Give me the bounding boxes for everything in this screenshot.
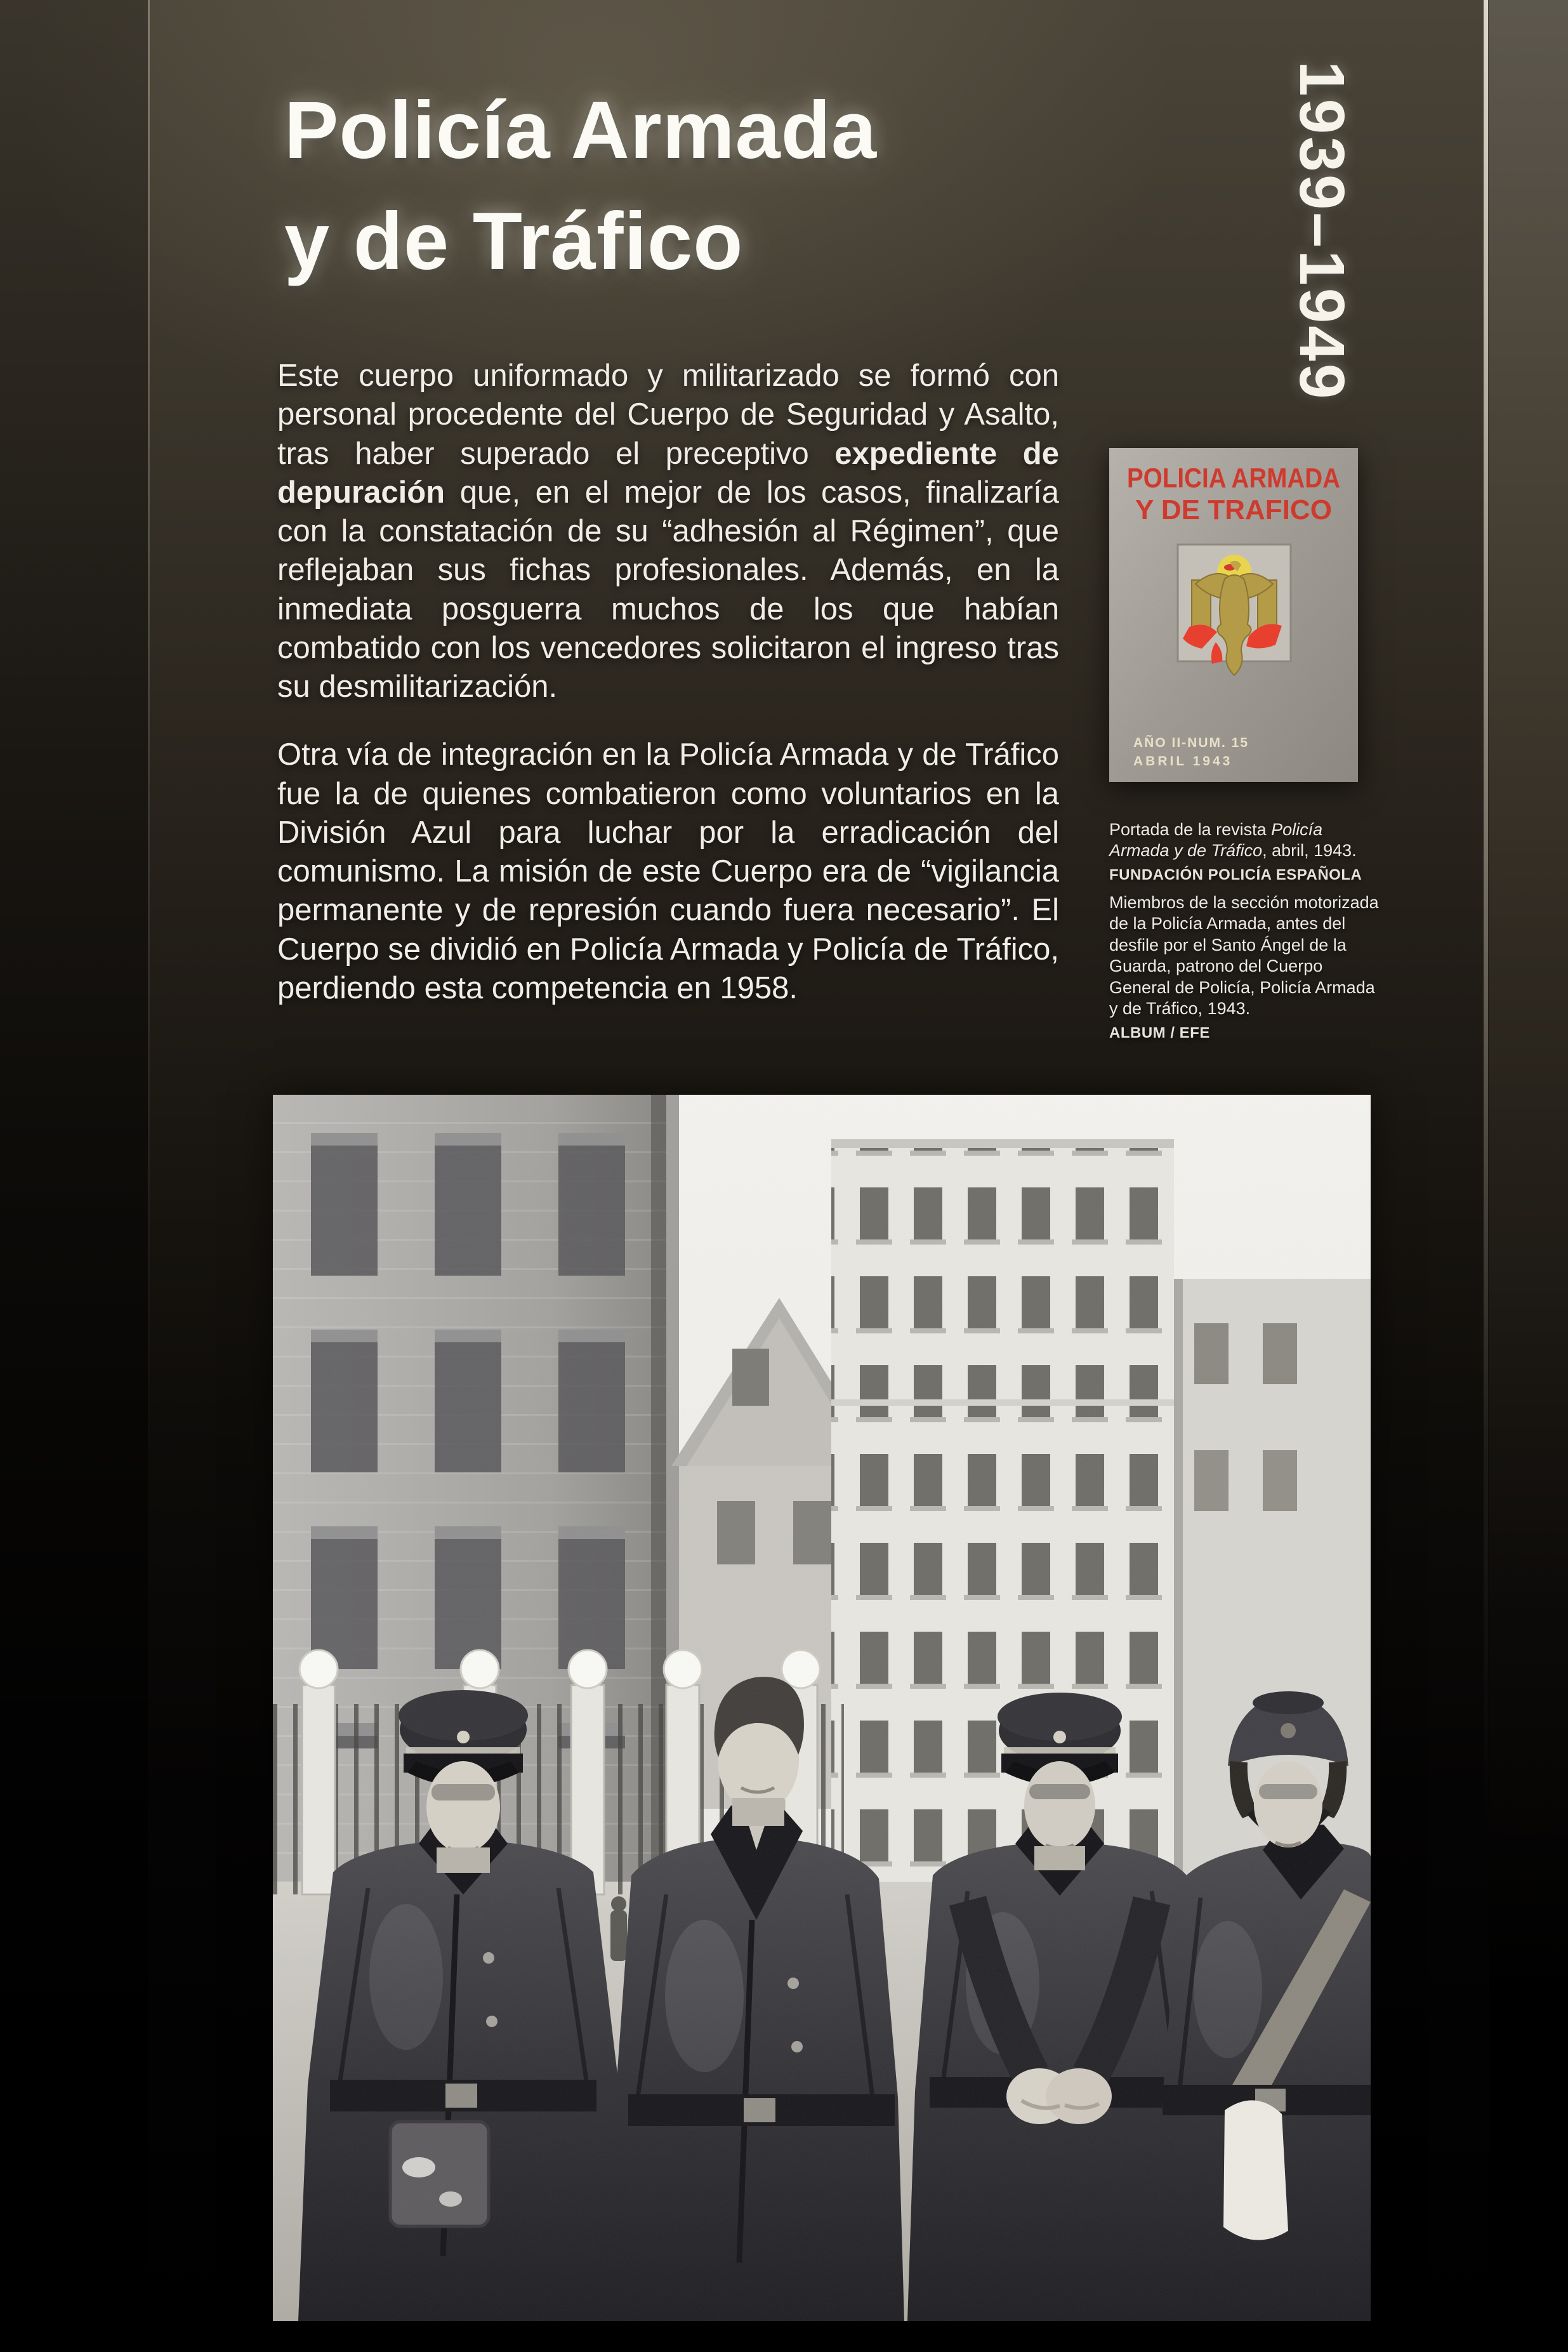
- magazine-cover: [1109, 448, 1358, 782]
- cover-caption-credit: FUNDACIÓN POLICÍA ESPAÑOLA: [1109, 866, 1362, 883]
- eagle-emblem: [1178, 545, 1291, 675]
- paragraph-1-bold: expediente de depuración: [277, 436, 1059, 510]
- panel-seam-right: [1484, 0, 1488, 2352]
- cover-caption-title: Policía Armada y de Tráfico: [1109, 820, 1323, 861]
- photo-caption: [1109, 892, 1386, 1043]
- article-text: [277, 357, 1059, 1037]
- cover-caption-pre: Portada de la revista: [1109, 820, 1272, 839]
- cover-caption-post: , abril, 1943.: [1262, 841, 1357, 861]
- paragraph-1: [277, 357, 1059, 706]
- page-title: [284, 75, 877, 298]
- page-title-line2: y de Tráfico: [284, 196, 744, 287]
- paragraph-2: Otra vía de integración en la Policía Armada y de Tráfico fue la de quienes combatieron como voluntarios en la División Azul para luchar por la erradicación del comunismo. La misión de este Cuerpo era de “vigilancia permanente y de represión cuando fuera necesario”. El Cuerpo se dividió en Policía Armada y Policía de Tráfico, perdiendo esta competencia en 1958.: [277, 737, 1059, 1005]
- cover-date-text: ABRIL 1943: [1133, 754, 1233, 769]
- photo-caption-credit: ALBUM / EFE: [1109, 1024, 1210, 1041]
- page-title-line1: Policía Armada: [284, 85, 878, 176]
- cover-title-line1: POLICIA ARMADA: [1127, 463, 1340, 494]
- panel-left-edge: [0, 0, 148, 2352]
- exhibit-photo: [273, 1095, 1371, 2321]
- photo-grain: [273, 1095, 1371, 2321]
- cover-issue-text: AÑO II-NUM. 15: [1133, 736, 1249, 750]
- paragraph-1-pre: Este cuerpo uniformado y militarizado se formó con personal procedente del Cuerpo de Seguridad y Asalto, tras haber superado el preceptivo: [277, 359, 1059, 471]
- panel-seam-left: [148, 0, 150, 1458]
- paragraph-1-post: que, en el mejor de los casos, finalizaría con la constatación de su “adhesión al Régimen”, que reflejaban sus fichas profesionales. Además, en la inmediata posguerra muchos de los que habían combatido con los vencedores solicitaron el ingreso tras su desmilitarización.: [277, 475, 1059, 704]
- cover-title-line2: Y DE TRAFICO: [1135, 494, 1332, 525]
- panel-right-edge: [1489, 0, 1568, 2352]
- photo-caption-text: Miembros de la sección motorizada de la Policía Armada, antes del desfile por el Santo Ángel de la Guarda, patrono del Cuerpo General de Policía, Policía Armada y de Tráfico, 1943.: [1109, 893, 1379, 1019]
- cover-caption: [1109, 819, 1386, 885]
- era-label: 1939–1949: [1286, 61, 1357, 402]
